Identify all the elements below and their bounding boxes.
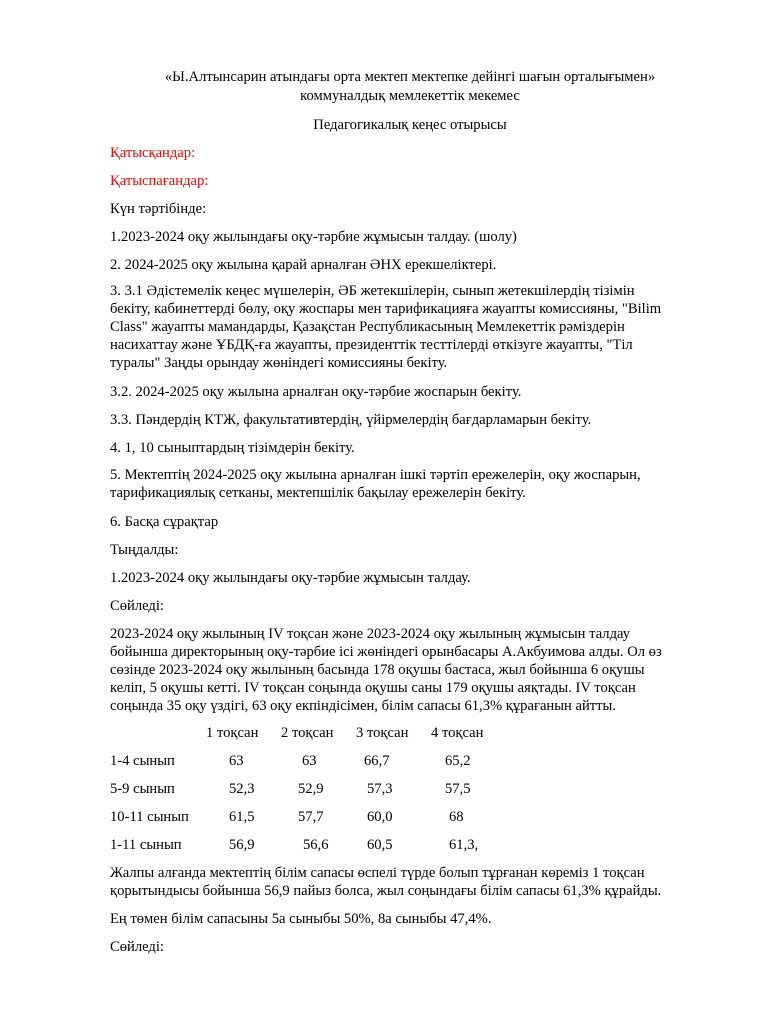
agenda-item-3-line: бекіту, кабинеттерді бөлу, оқу жоспары мен тарификацияға жауапты комиссияны, "Bilim (110, 301, 662, 317)
table-row (110, 780, 710, 798)
table-cell: 57,5 (445, 781, 471, 797)
agenda-item-3-line: насихаттау және ҰБДҚ-ға жауапты, президенттік тесттілерді өткізуге жауапты, "Тіл (110, 337, 633, 353)
table-cell: 57,3 (367, 781, 393, 797)
summary-line: қорытындысы бойынша 56,9 пайыз болса, жыл соңындағы білім сапасы 61,3% құрайды. (110, 883, 662, 899)
speech-line: сөзінде 2023-2024 оқу жылының басында 178 оқушы бастаса, жыл бойынша 6 оқушы (110, 662, 645, 678)
agenda-item-5-line: тарификациялық сетканы, мектепшілік бақылау ережелерін бекіту. (110, 485, 526, 501)
speaks-label-2: Сөйледі: (110, 939, 164, 955)
table-header-cell: 4 тоқсан (431, 725, 484, 741)
table-row (110, 752, 710, 770)
agenda-item-6: 6. Басқа сұрақтар (110, 514, 219, 530)
agenda-item-3-2: 3.2. 2024-2025 оқу жылына арналған оқу-тәрбие жоспарын бекіту. (110, 384, 522, 400)
agenda-label: Күн тәртібінде: (110, 201, 207, 217)
agenda-item-3-line: туралы" Заңды орындау жөніндегі комиссияны бекіту. (110, 355, 448, 371)
agenda-item-5-line: 5. Мектептің 2024-2025 оқу жылына арналған ішкі тәртіп ережелерін, оқу жоспарын, (110, 467, 641, 483)
agenda-item-2: 2. 2024-2025 оқу жылына қарай арналған ӘНХ ерекшеліктері. (110, 257, 497, 273)
row-label: 1-4 сынып (110, 753, 175, 769)
table-cell: 63 (229, 753, 244, 769)
table-row (110, 836, 710, 854)
heard-item: 1.2023-2024 оқу жылындағы оқу-тәрбие жұмысын талдау. (110, 570, 471, 586)
table-header-cell: 1 тоқсан (206, 725, 259, 741)
table-cell: 66,7 (364, 753, 390, 769)
table-header-cell: 2 тоқсан (281, 725, 334, 741)
speech-line: соңында 35 оқу үздігі, 63 оқу екпіндісімен, білім сапасы 61,3% құрағанын айтты. (110, 698, 616, 714)
table-cell: 60,0 (367, 809, 393, 825)
agenda-item-3-line: Class" жауапты мамандарды, Қазақстан Республикасының Мемлекеттік рәміздерін (110, 319, 625, 335)
table-cell: 63 (302, 753, 317, 769)
header-line-2: коммуналдық мемлекеттік мекемес (300, 88, 520, 104)
row-label: 5-9 сынып (110, 781, 175, 797)
table-cell: 61,5 (229, 809, 255, 825)
agenda-item-4: 4. 1, 10 сыныптардың тізімдерін бекіту. (110, 440, 355, 456)
participants-label: Қатысқандар: (110, 145, 196, 161)
agenda-item-3-line: 3. 3.1 Әдістемелік кеңес мүшелерін, ӘБ жетекшілерін, сынып жетекшілердің тізімін (110, 283, 635, 299)
absent-label: Қатыспағандар: (110, 173, 209, 189)
row-label: 1-11 сынып (110, 837, 182, 853)
lowest-quality-note: Ең төмен білім сапасыны 5а сыныбы 50%, 8а сыныбы 47,4%. (110, 911, 492, 927)
speech-line: келіп, 5 оқушы кетті. IV тоқсан соңында оқушы саны 179 оқушы аяқтады. IV тоқсан (110, 680, 636, 696)
table-cell: 68 (449, 809, 464, 825)
speech-line: 2023-2024 оқу жылының IV тоқсан және 2023-2024 оқу жылының жұмысын талдау (110, 626, 631, 642)
table-cell: 57,7 (298, 809, 324, 825)
table-cell: 56,9 (229, 837, 255, 853)
speech-line: бойынша директорының оқу-тәрбие ісі жөніндегі орынбасары А.Акбуимова алды. Ол өз (110, 644, 662, 660)
table-cell: 56,6 (303, 837, 329, 853)
table-header-row (110, 724, 710, 742)
meeting-title: Педагогикалық кеңес отырысы (313, 117, 507, 133)
table-row (110, 808, 710, 826)
table-header-cell: 3 тоқсан (356, 725, 409, 741)
header-line-1: «Ы.Алтынсарин атындағы орта мектеп мектепке дейінгі шағын орталығымен» (164, 69, 656, 85)
agenda-item-3-3: 3.3. Пәндердің КТЖ, факультативтердің, үйірмелердің бағдарламарын бекіту. (110, 412, 592, 428)
speaks-label: Сөйледі: (110, 598, 164, 614)
agenda-item-1: 1.2023-2024 оқу жылындағы оқу-тәрбие жұмысын талдау. (шолу) (110, 229, 517, 245)
heard-label: Тыңдалды: (110, 542, 179, 558)
table-cell: 52,9 (298, 781, 324, 797)
table-cell: 60,5 (367, 837, 393, 853)
table-cell: 52,3 (229, 781, 255, 797)
table-cell: 61,3, (449, 837, 479, 853)
summary-line: Жалпы алғанда мектептің білім сапасы өспелі түрде болып тұрғанан көреміз 1 тоқсан (110, 865, 645, 881)
table-cell: 65,2 (445, 753, 471, 769)
row-label: 10-11 сынып (110, 809, 189, 825)
